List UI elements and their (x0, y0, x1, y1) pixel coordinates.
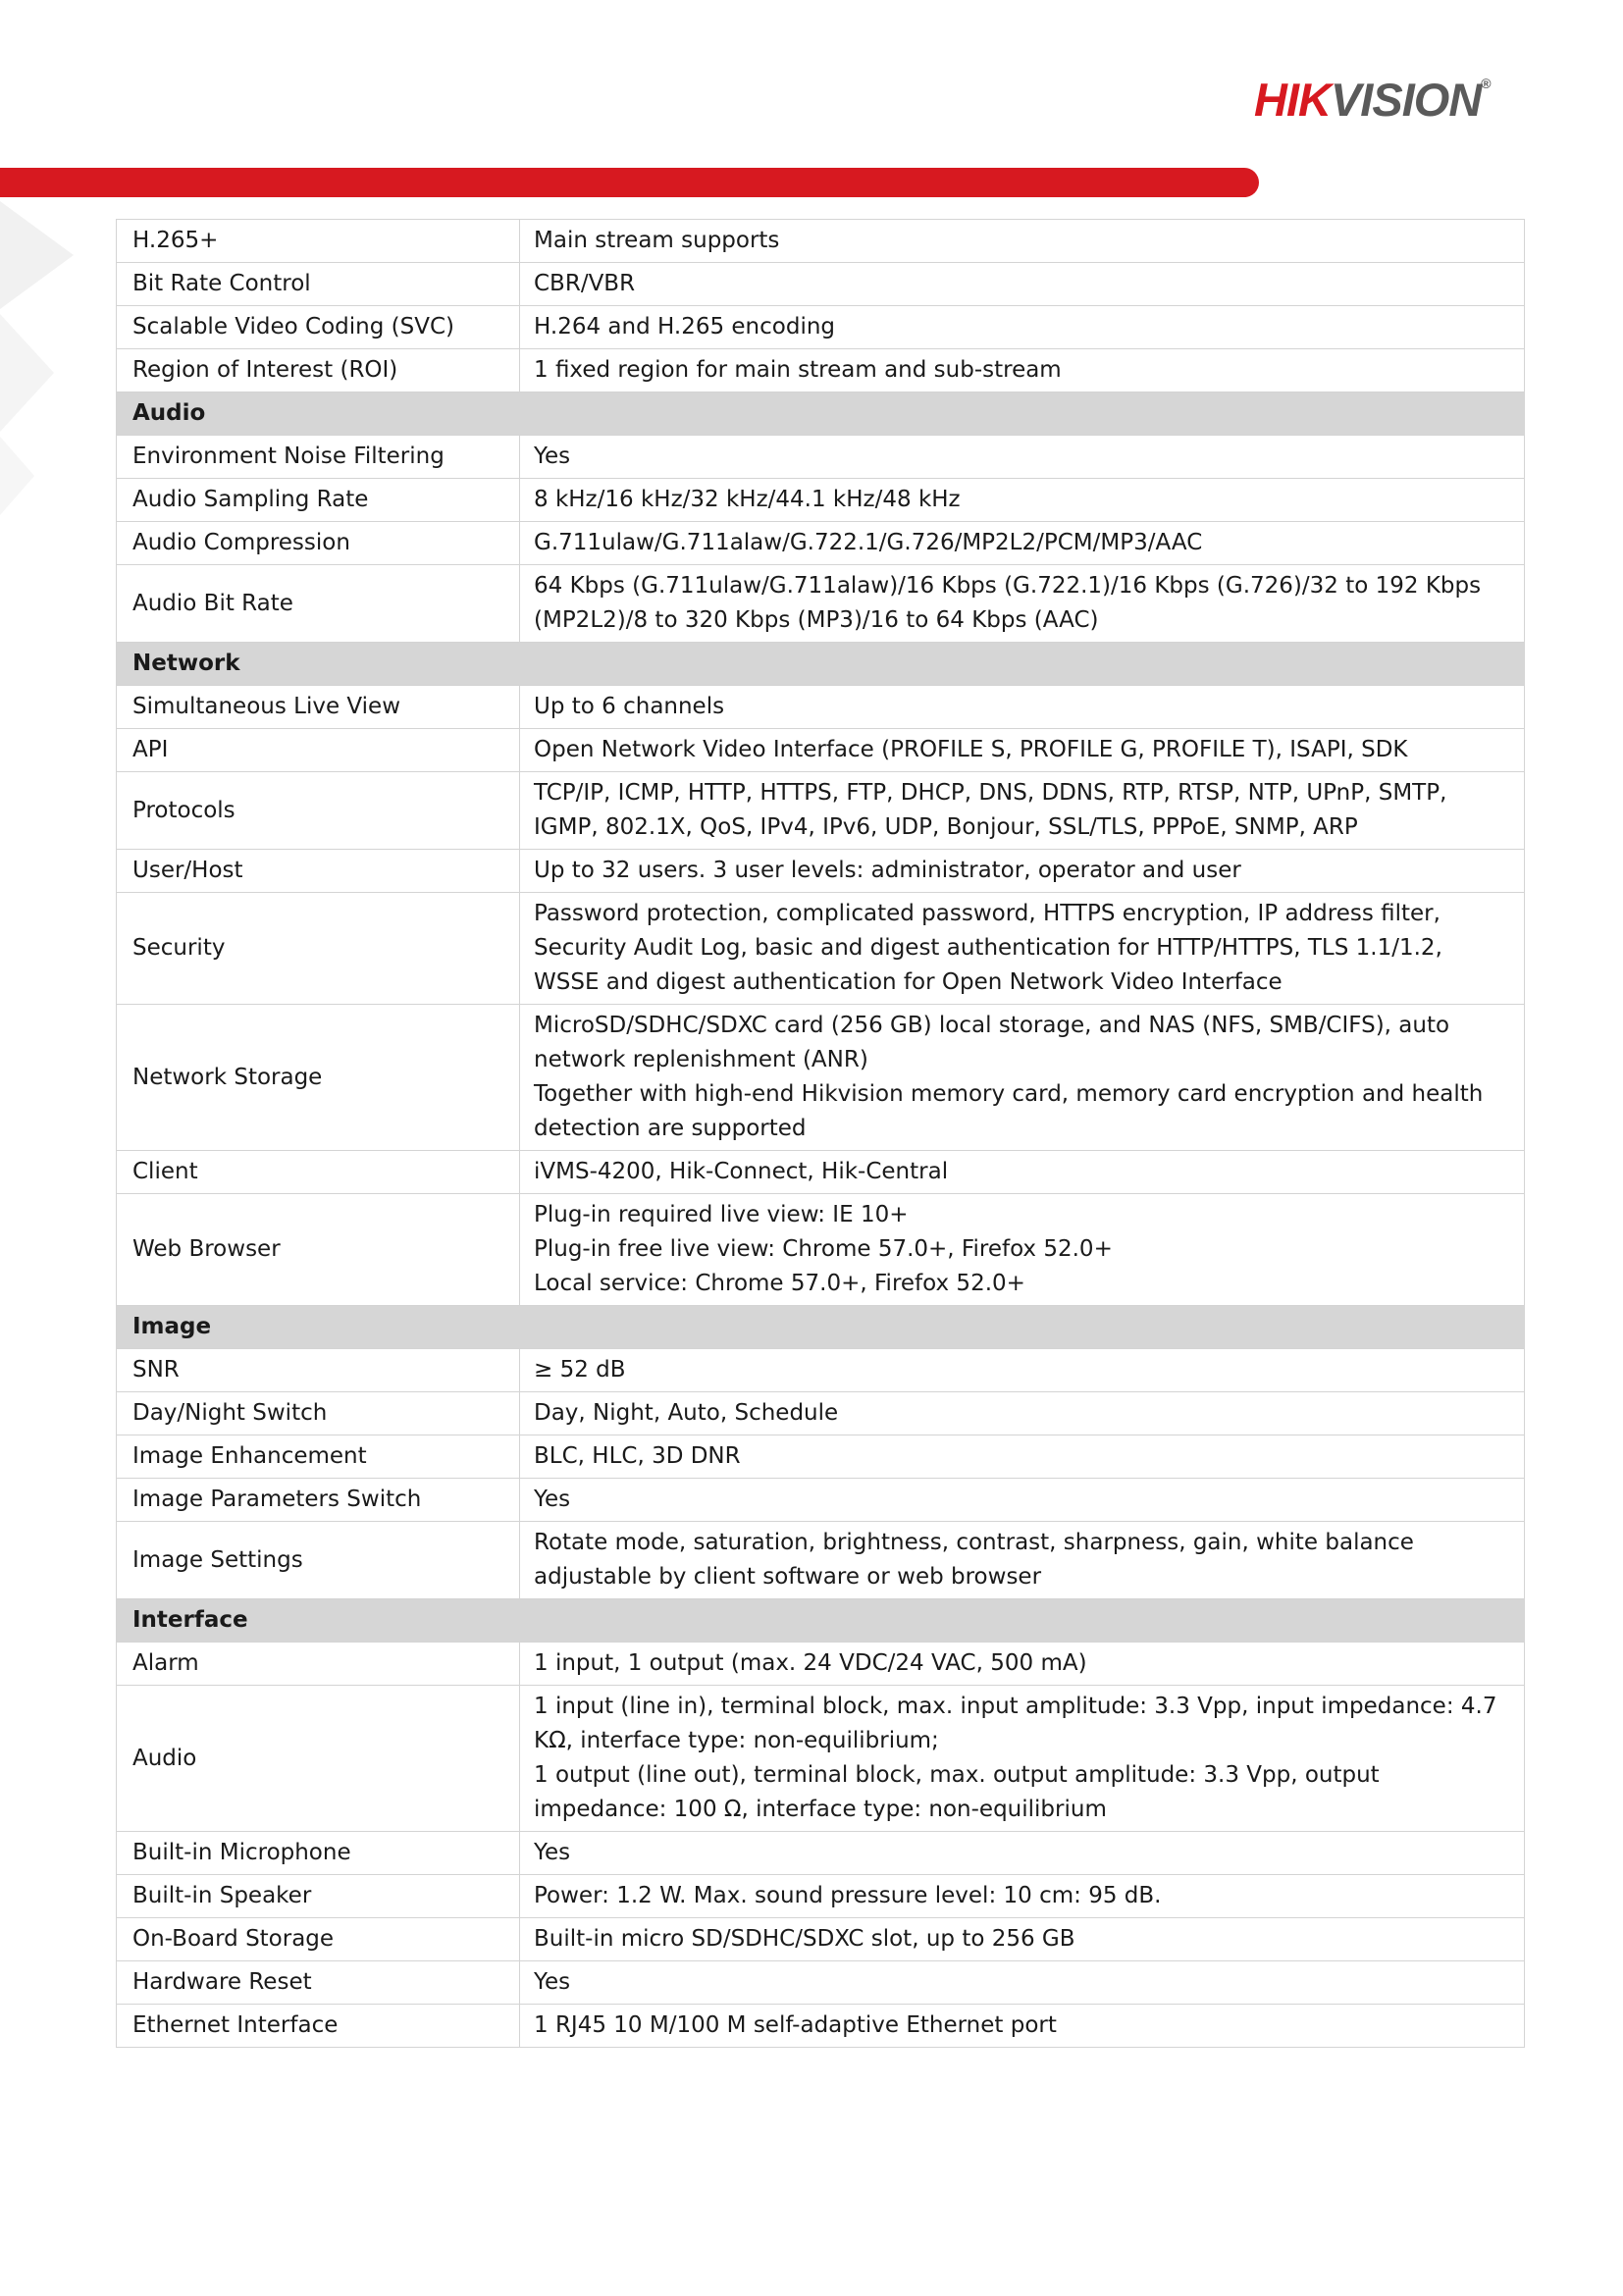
spec-label: Network Storage (117, 1005, 520, 1151)
watermark-shape-1 (0, 201, 74, 309)
spec-value (520, 1349, 1525, 1392)
registered-mark: ® (1481, 76, 1491, 91)
spec-value (520, 263, 1525, 306)
spec-row (117, 1349, 1525, 1392)
spec-row (117, 1832, 1525, 1875)
spec-label: On-Board Storage (117, 1918, 520, 1961)
spec-value (520, 1005, 1525, 1151)
spec-value (520, 1832, 1525, 1875)
spec-row (117, 436, 1525, 479)
spec-label: Audio Sampling Rate (117, 479, 520, 522)
spec-value-line: Day, Night, Auto, Schedule (534, 1400, 839, 1426)
spec-row (117, 1435, 1525, 1479)
section-header-row (117, 392, 1525, 436)
spec-value (520, 1194, 1525, 1306)
spec-value-line: Together with high-end Hikvision memory card, memory card encryption and health detection are supported (534, 1081, 1484, 1141)
spec-table-body (117, 220, 1525, 2048)
spec-row (117, 1686, 1525, 1832)
spec-row (117, 479, 1525, 522)
spec-row (117, 686, 1525, 729)
spec-value (520, 479, 1525, 522)
spec-value (520, 522, 1525, 565)
spec-row (117, 1392, 1525, 1435)
spec-value (520, 306, 1525, 349)
section-title: Network (117, 643, 1525, 686)
spec-value (520, 893, 1525, 1005)
spec-value (520, 1961, 1525, 2005)
spec-value-line: 1 output (line out), terminal block, max. output amplitude: 3.3 Vpp, output impedance: 100 Ω, interface type: non-equilibrium (534, 1762, 1380, 1822)
spec-row (117, 1522, 1525, 1599)
spec-row (117, 565, 1525, 643)
spec-label: Audio Compression (117, 522, 520, 565)
spec-table (116, 219, 1525, 2048)
spec-value (520, 729, 1525, 772)
spec-row (117, 1151, 1525, 1194)
spec-value (520, 436, 1525, 479)
watermark-graphic (0, 201, 79, 525)
spec-label: Security (117, 893, 520, 1005)
spec-value-line: Built-in micro SD/SDHC/SDXC slot, up to 256 GB (534, 1926, 1075, 1952)
section-header-row (117, 1306, 1525, 1349)
spec-value-line: CBR/VBR (534, 271, 636, 296)
spec-value (520, 1918, 1525, 1961)
section-title: Audio (117, 392, 1525, 436)
spec-row (117, 2005, 1525, 2048)
logo-text-hik: HIK (1254, 74, 1331, 126)
spec-label: Hardware Reset (117, 1961, 520, 2005)
section-title: Image (117, 1306, 1525, 1349)
spec-label: Environment Noise Filtering (117, 436, 520, 479)
spec-value (520, 220, 1525, 263)
spec-value (520, 1151, 1525, 1194)
spec-value (520, 1522, 1525, 1599)
spec-value-line: Plug-in free live view: Chrome 57.0+, Firefox 52.0+ (534, 1236, 1113, 1262)
watermark-shape-3 (0, 437, 34, 515)
spec-value (520, 565, 1525, 643)
spec-value-line: Plug-in required live view: IE 10+ (534, 1202, 909, 1227)
spec-value (520, 2005, 1525, 2048)
spec-label: Audio Bit Rate (117, 565, 520, 643)
spec-value-line: 64 Kbps (G.711ulaw/G.711alaw)/16 Kbps (G.722.1)/16 Kbps (G.726)/32 to 192 Kbps (MP2L2)/8 to 320 Kbps (MP3)/16 to 64 Kbps (AAC) (534, 573, 1482, 633)
section-title: Interface (117, 1599, 1525, 1643)
spec-row (117, 306, 1525, 349)
spec-value-line: Rotate mode, saturation, brightness, contrast, sharpness, gain, white balance adjustable by client software or web browser (534, 1530, 1414, 1590)
spec-value-line: 1 input (line in), terminal block, max. input amplitude: 3.3 Vpp, input impedance: 4.7 KΩ, interface type: non-equilibrium; (534, 1694, 1497, 1753)
spec-value (520, 349, 1525, 392)
spec-label: Image Parameters Switch (117, 1479, 520, 1522)
spec-value-line: H.264 and H.265 encoding (534, 314, 836, 339)
spec-value-line: G.711ulaw/G.711alaw/G.722.1/G.726/MP2L2/PCM/MP3/AAC (534, 530, 1203, 555)
spec-value (520, 1686, 1525, 1832)
spec-row (117, 850, 1525, 893)
spec-label: H.265+ (117, 220, 520, 263)
spec-row (117, 893, 1525, 1005)
spec-value-line: Yes (534, 444, 571, 469)
logo-text-vision: VISION (1330, 74, 1482, 126)
spec-value (520, 772, 1525, 850)
spec-value-line: iVMS-4200, Hik-Connect, Hik-Central (534, 1159, 949, 1184)
spec-label: Web Browser (117, 1194, 520, 1306)
spec-label: API (117, 729, 520, 772)
spec-value-line: Open Network Video Interface (PROFILE S, PROFILE G, PROFILE T), ISAPI, SDK (534, 737, 1408, 762)
section-header-row (117, 643, 1525, 686)
spec-value-line: Up to 32 users. 3 user levels: administrator, operator and user (534, 858, 1241, 883)
spec-row (117, 1961, 1525, 2005)
spec-value-line: MicroSD/SDHC/SDXC card (256 GB) local storage, and NAS (NFS, SMB/CIFS), auto network replenishment (ANR) (534, 1013, 1450, 1072)
spec-label: Ethernet Interface (117, 2005, 520, 2048)
spec-value-line: Yes (534, 1969, 571, 1995)
spec-value (520, 1392, 1525, 1435)
spec-value (520, 850, 1525, 893)
spec-label: SNR (117, 1349, 520, 1392)
spec-label: Region of Interest (ROI) (117, 349, 520, 392)
spec-row (117, 772, 1525, 850)
spec-label: Simultaneous Live View (117, 686, 520, 729)
spec-row (117, 729, 1525, 772)
spec-row (117, 263, 1525, 306)
section-header-row (117, 1599, 1525, 1643)
spec-label: Built-in Speaker (117, 1875, 520, 1918)
spec-value-line: Local service: Chrome 57.0+, Firefox 52.0+ (534, 1271, 1025, 1296)
spec-label: Bit Rate Control (117, 263, 520, 306)
spec-value-line: 1 fixed region for main stream and sub-stream (534, 357, 1062, 383)
hikvision-logo (1254, 74, 1491, 126)
spec-value (520, 1875, 1525, 1918)
spec-value (520, 1479, 1525, 1522)
spec-value-line: 1 RJ45 10 M/100 M self-adaptive Ethernet port (534, 2012, 1057, 2038)
spec-value-line: ≥ 52 dB (534, 1357, 626, 1383)
spec-value-line: 8 kHz/16 kHz/32 kHz/44.1 kHz/48 kHz (534, 487, 961, 512)
spec-label: Client (117, 1151, 520, 1194)
spec-label: Scalable Video Coding (SVC) (117, 306, 520, 349)
spec-row (117, 220, 1525, 263)
spec-row (117, 349, 1525, 392)
spec-row (117, 1479, 1525, 1522)
spec-label: Image Enhancement (117, 1435, 520, 1479)
spec-value (520, 1435, 1525, 1479)
spec-row (117, 1875, 1525, 1918)
spec-row (117, 1918, 1525, 1961)
spec-row (117, 522, 1525, 565)
spec-row (117, 1005, 1525, 1151)
watermark-shape-2 (0, 314, 54, 432)
spec-value-line: BLC, HLC, 3D DNR (534, 1443, 741, 1469)
spec-row (117, 1643, 1525, 1686)
spec-value-line: Up to 6 channels (534, 694, 725, 719)
spec-value-line: Yes (534, 1487, 571, 1512)
header-red-bar (0, 168, 1259, 197)
spec-label: Day/Night Switch (117, 1392, 520, 1435)
spec-label: Built-in Microphone (117, 1832, 520, 1875)
spec-value (520, 1643, 1525, 1686)
spec-value-line: Main stream supports (534, 228, 780, 253)
spec-label: Alarm (117, 1643, 520, 1686)
spec-value-line: Password protection, complicated password, HTTPS encryption, IP address filter, Security Audit Log, basic and digest authentication for HTTP/HTTPS, TLS 1.1/1.2, WSSE and digest authentication for Open Network Video Interface (534, 901, 1442, 995)
spec-value (520, 686, 1525, 729)
spec-value-line: Yes (534, 1840, 571, 1865)
spec-label: User/Host (117, 850, 520, 893)
spec-value-line: TCP/IP, ICMP, HTTP, HTTPS, FTP, DHCP, DNS, DDNS, RTP, RTSP, NTP, UPnP, SMTP, IGMP, 802.1X, QoS, IPv4, IPv6, UDP, Bonjour, SSL/TLS, PPPoE, SNMP, ARP (534, 780, 1447, 840)
spec-label: Protocols (117, 772, 520, 850)
spec-value-line: 1 input, 1 output (max. 24 VDC/24 VAC, 500 mA) (534, 1650, 1087, 1676)
spec-value-line: Power: 1.2 W. Max. sound pressure level: 10 cm: 95 dB. (534, 1883, 1162, 1908)
spec-row (117, 1194, 1525, 1306)
spec-label: Audio (117, 1686, 520, 1832)
spec-label: Image Settings (117, 1522, 520, 1599)
